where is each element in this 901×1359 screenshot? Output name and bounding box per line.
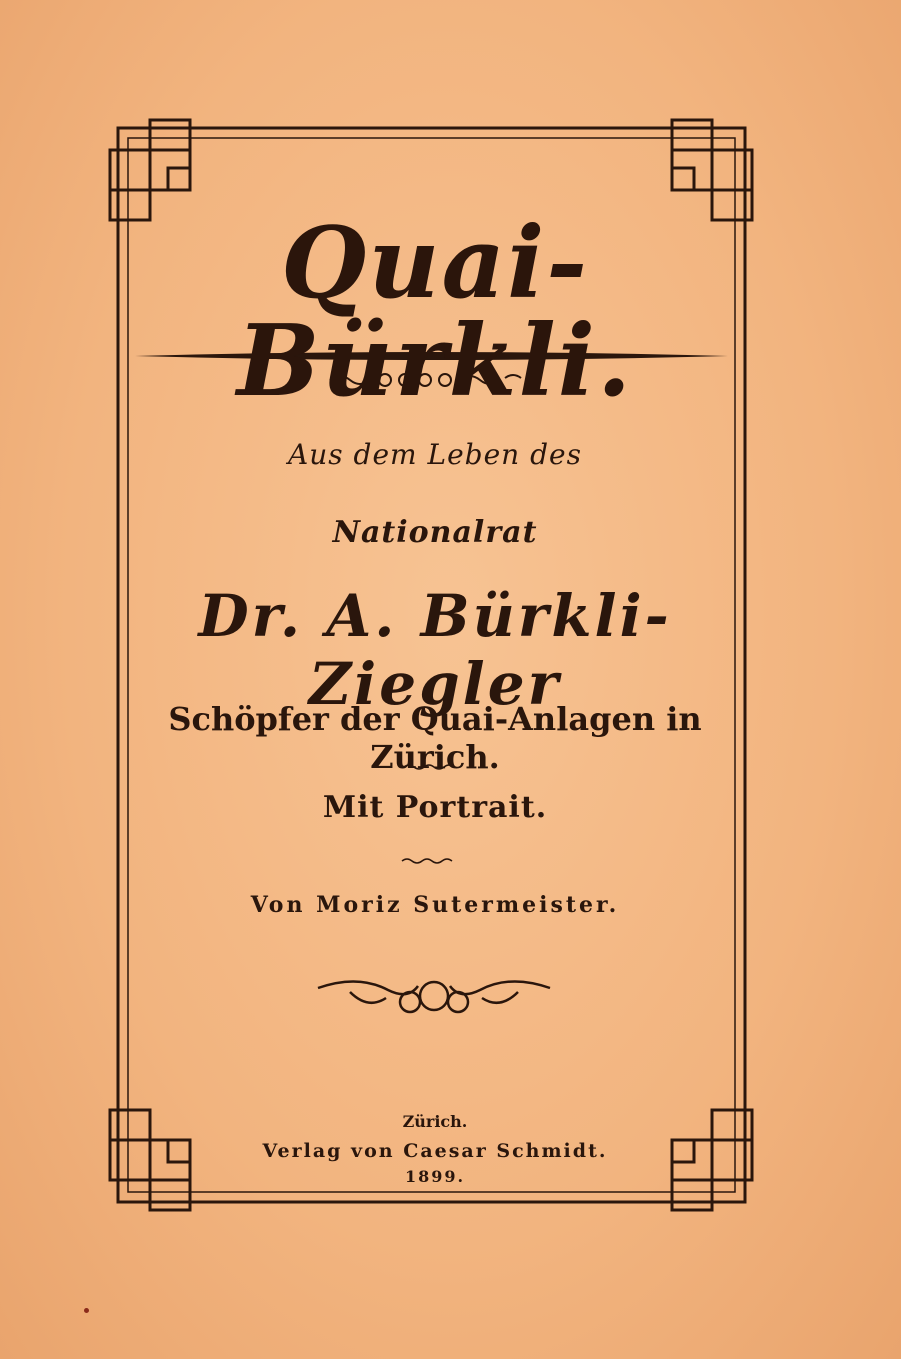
cover-name: Dr. A. Bürkli-Ziegler — [198, 582, 672, 718]
cover-subtitle: Aus dem Leben des — [288, 438, 582, 471]
cover-description: Schöpfer der Quai-Anlagen in Zürich. — [168, 700, 702, 776]
paper-speck — [84, 1308, 89, 1313]
portrait-note: Mit Portrait. — [322, 790, 548, 825]
publication-year: 1899. — [404, 1167, 466, 1186]
publisher-name: Verlag von Caesar Schmidt. — [262, 1140, 608, 1162]
divider-wave-top — [402, 762, 462, 772]
divider-wave-bottom — [400, 856, 460, 866]
cover-title: Quai-Bürkli. — [236, 206, 634, 419]
cover-role: Nationalrat — [332, 515, 538, 550]
publisher-city: Zürich. — [402, 1112, 468, 1131]
cover-author: Von Moriz Sutermeister. — [250, 892, 620, 918]
